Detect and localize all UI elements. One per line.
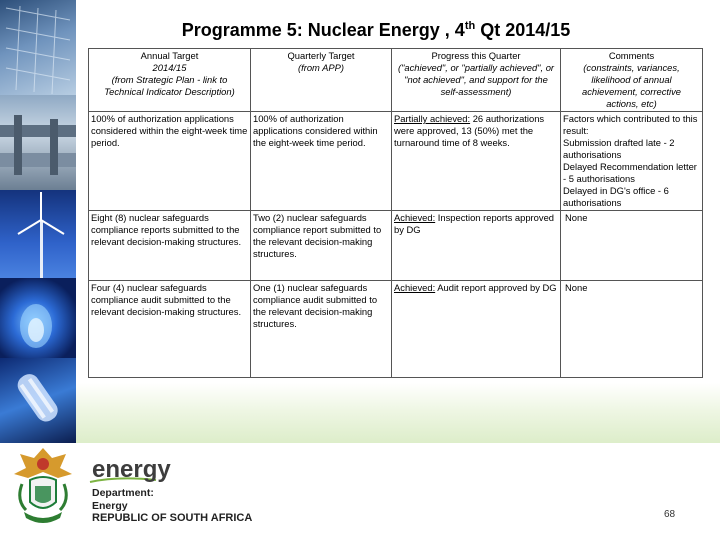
cell-comments bbox=[561, 281, 703, 378]
header-main: Annual Target bbox=[140, 50, 199, 61]
performance-table bbox=[88, 48, 703, 378]
comment-line: Delayed Recommendation letter - 5 authorisations bbox=[563, 161, 697, 184]
header-line: 2014/15 bbox=[152, 62, 187, 73]
gas-flame-image bbox=[0, 278, 76, 358]
wind-turbine-image bbox=[0, 190, 76, 278]
solar-panel-image bbox=[0, 0, 76, 95]
department-name: Energy bbox=[92, 500, 128, 512]
department-label: Department: bbox=[92, 487, 154, 499]
solar-grid-icon bbox=[0, 0, 76, 95]
wind-turbine-icon bbox=[0, 190, 76, 278]
cell-progress bbox=[392, 211, 561, 281]
cell-quarterly: 100% of authorization applications considered within the eight-week time period. bbox=[251, 112, 392, 211]
comment-line: Factors which contributed to this result: bbox=[563, 113, 698, 136]
pipeline-image bbox=[0, 95, 76, 190]
title-superscript: th bbox=[464, 20, 476, 32]
table-header-row bbox=[89, 49, 703, 112]
header-line: likelihood of annual bbox=[591, 74, 672, 85]
cell-quarterly: Two (2) nuclear safeguards compliance report submitted to the relevant decision-making structures. bbox=[251, 211, 392, 281]
light-bulb-image bbox=[0, 358, 76, 443]
header-main: Quarterly Target bbox=[287, 50, 355, 61]
coat-of-arms-icon bbox=[8, 444, 78, 528]
comment-line: Submission drafted late - 2 authorisations bbox=[563, 137, 675, 160]
header-line: self-assessment) bbox=[440, 86, 512, 97]
header-line: "not achieved", and support for the bbox=[404, 74, 548, 85]
header-line: actions, etc) bbox=[606, 98, 657, 109]
header-line: ("achieved", or "partially achieved", or bbox=[397, 62, 555, 73]
progress-detail: 26 authorizations were approved, 13 (50%) met the turnaround time of 8 weeks. bbox=[394, 113, 545, 148]
table-row bbox=[89, 281, 703, 378]
comment-line: None bbox=[565, 212, 588, 223]
header-quarterly-target bbox=[251, 49, 392, 112]
header-annual-target bbox=[89, 49, 251, 112]
header-line: achievement, corrective bbox=[581, 86, 681, 97]
progress-status: Achieved: bbox=[394, 212, 436, 223]
title-suffix: Qt 2014/15 bbox=[475, 20, 571, 40]
comment-line: Delayed in DG's office - 6 authorisations bbox=[563, 185, 669, 208]
page-title bbox=[76, 20, 676, 41]
header-progress bbox=[392, 49, 561, 112]
table-row bbox=[89, 211, 703, 281]
light-bulb-icon bbox=[0, 358, 76, 443]
header-line: (constraints, variances, bbox=[583, 62, 680, 73]
pipeline-icon bbox=[0, 95, 76, 190]
energy-logo-text: energy bbox=[92, 456, 171, 483]
header-line: (from APP) bbox=[297, 62, 344, 73]
cell-annual: Eight (8) nuclear safeguards compliance reports submitted to the relevant decision-making structures. bbox=[89, 211, 251, 281]
progress-detail: Inspection reports approved by DG bbox=[394, 212, 554, 235]
progress-detail: Audit report approved by DG bbox=[435, 282, 557, 293]
header-main: Comments bbox=[608, 50, 655, 61]
photo-strip bbox=[0, 0, 76, 443]
country-name: REPUBLIC OF SOUTH AFRICA bbox=[92, 512, 253, 524]
cell-annual: 100% of authorization applications considered within the eight-week time period. bbox=[89, 112, 251, 211]
cell-progress bbox=[392, 112, 561, 211]
cell-annual: Four (4) nuclear safeguards compliance audit submitted to the relevant decision-making structures. bbox=[89, 281, 251, 378]
progress-status: Achieved: bbox=[394, 282, 436, 293]
header-main: Progress this Quarter bbox=[431, 50, 521, 61]
comment-line: None bbox=[565, 282, 588, 293]
cell-comments bbox=[561, 211, 703, 281]
header-line: Technical Indicator Description) bbox=[104, 86, 235, 97]
page-number: 68 bbox=[664, 509, 676, 520]
flame-icon bbox=[0, 278, 76, 358]
header-line: (from Strategic Plan - link to bbox=[111, 74, 228, 85]
header-comments bbox=[561, 49, 703, 112]
title-prefix: Programme 5: Nuclear Energy , 4 bbox=[181, 20, 465, 40]
cell-progress bbox=[392, 281, 561, 378]
table-row bbox=[89, 112, 703, 211]
green-gradient-band bbox=[76, 383, 720, 445]
cell-quarterly: One (1) nuclear safeguards compliance audit submitted to the relevant decision-making structures. bbox=[251, 281, 392, 378]
progress-status: Partially achieved: bbox=[394, 113, 471, 124]
cell-comments bbox=[561, 112, 703, 211]
